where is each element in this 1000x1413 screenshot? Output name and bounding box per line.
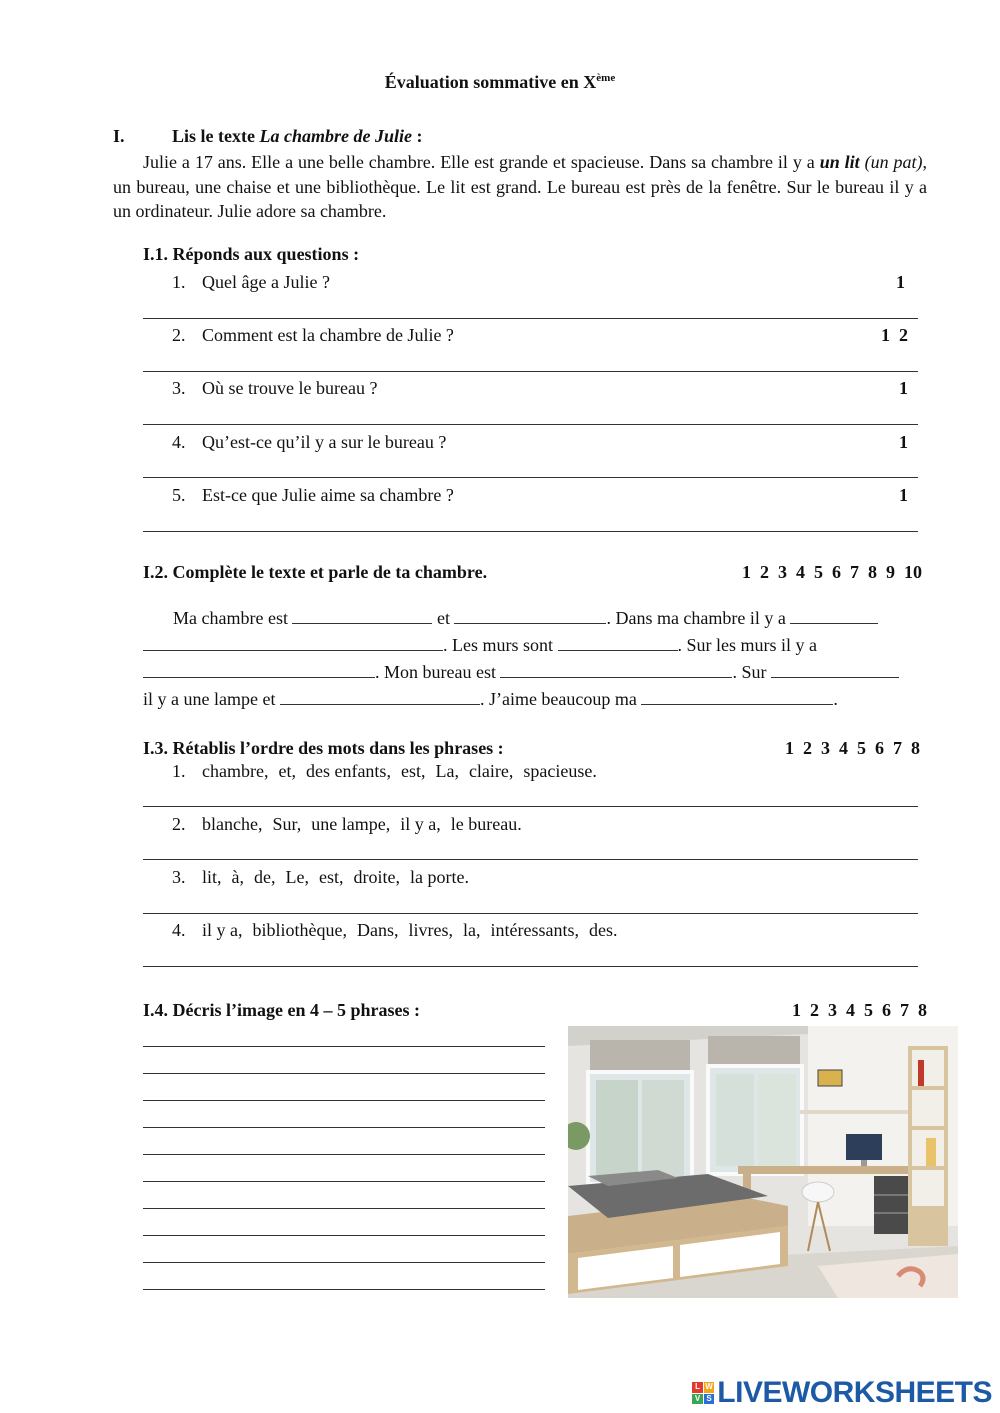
blank-8[interactable]	[771, 661, 899, 678]
description-line[interactable]	[143, 1046, 545, 1047]
question-2-points: 1 2	[881, 325, 908, 345]
scramble-answer-3[interactable]	[143, 913, 918, 914]
question-3-points: 1	[899, 378, 908, 398]
description-line[interactable]	[143, 1073, 545, 1074]
part2-heading: I.2. Complète le texte et parle de ta chambre.	[143, 562, 488, 582]
page-title: Évaluation sommative en Xème	[384, 72, 616, 92]
liveworksheets-logo	[692, 1378, 992, 1408]
scramble-4: 4. il y a, bibliothèque, Dans, livres, la, intéressants, des.	[172, 920, 618, 940]
bedroom-photo	[568, 1026, 958, 1298]
question-2: 2. Comment est la chambre de Julie ?	[172, 325, 454, 345]
question-1-points: 1	[896, 272, 905, 292]
fill-paragraph: Ma chambre est et . Dans ma chambre il y a . Les murs sont . Sur les murs il y a . Mon bureau est . Sur il y a une lampe et . J’aime beaucoup ma .	[143, 605, 920, 713]
scramble-answer-2[interactable]	[143, 859, 918, 860]
blank-7[interactable]	[500, 661, 732, 678]
blank-5[interactable]	[558, 634, 678, 651]
part4-points: 1 2 3 4 5 6 7 8	[792, 1000, 927, 1020]
part1-heading: I.1. Réponds aux questions :	[143, 244, 360, 264]
part4-heading: I.4. Décris l’image en 4 – 5 phrases :	[143, 1000, 420, 1020]
description-line[interactable]	[143, 1289, 545, 1290]
question-4-points: 1	[899, 432, 908, 452]
logo-mark-icon: L W V S	[692, 1382, 714, 1404]
answer-line-4[interactable]	[143, 477, 918, 478]
scramble-answer-1[interactable]	[143, 806, 918, 807]
section-title: Lis le texte La chambre de Julie :	[172, 126, 423, 146]
answer-line-1[interactable]	[143, 318, 918, 319]
scramble-answer-4[interactable]	[143, 966, 918, 967]
scramble-3: 3. lit, à, de, Le, est, droite, la porte.	[172, 867, 469, 887]
blank-3[interactable]	[790, 607, 878, 624]
description-line[interactable]	[143, 1154, 545, 1155]
section-number: I.	[113, 126, 125, 146]
blank-9[interactable]	[280, 688, 480, 705]
description-line[interactable]	[143, 1235, 545, 1236]
part2-points: 1 2 3 4 5 6 7 8 9 10	[742, 562, 922, 582]
description-line[interactable]	[143, 1181, 545, 1182]
blank-2[interactable]	[454, 607, 606, 624]
part3-heading: I.3. Rétablis l’ordre des mots dans les phrases :	[143, 738, 504, 758]
description-line[interactable]	[143, 1262, 545, 1263]
question-1: 1. Quel âge a Julie ?	[172, 272, 330, 292]
question-4: 4. Qu’est-ce qu’il y a sur le bureau ?	[172, 432, 447, 452]
description-line[interactable]	[143, 1208, 545, 1209]
scramble-2: 2. blanche, Sur, une lampe, il y a, le bureau.	[172, 814, 522, 834]
answer-line-2[interactable]	[143, 371, 918, 372]
blank-10[interactable]	[641, 688, 833, 705]
logo-text: LIVEWORKSHEETS	[717, 1376, 992, 1409]
reading-text: Julie a 17 ans. Elle a une belle chambre. Elle est grande et spacieuse. Dans sa chambre il y a un lit (un pat), un bureau, une chaise et une bibliothèque. Le lit est grand. Le bureau est près de la fenêtre. Sur le bureau il y a un ordinateur. Julie adore sa chambre.	[113, 152, 927, 221]
question-5: 5. Est-ce que Julie aime sa chambre ?	[172, 485, 454, 505]
description-line[interactable]	[143, 1127, 545, 1128]
question-3: 3. Où se trouve le bureau ?	[172, 378, 378, 398]
answer-line-3[interactable]	[143, 424, 918, 425]
answer-line-5[interactable]	[143, 531, 918, 532]
scramble-1: 1. chambre, et, des enfants, est, La, claire, spacieuse.	[172, 761, 597, 781]
blank-4[interactable]	[143, 634, 443, 651]
part3-points: 1 2 3 4 5 6 7 8	[785, 738, 920, 758]
blank-6[interactable]	[143, 661, 375, 678]
description-line[interactable]	[143, 1100, 545, 1101]
question-5-points: 1	[899, 485, 908, 505]
blank-1[interactable]	[292, 607, 432, 624]
